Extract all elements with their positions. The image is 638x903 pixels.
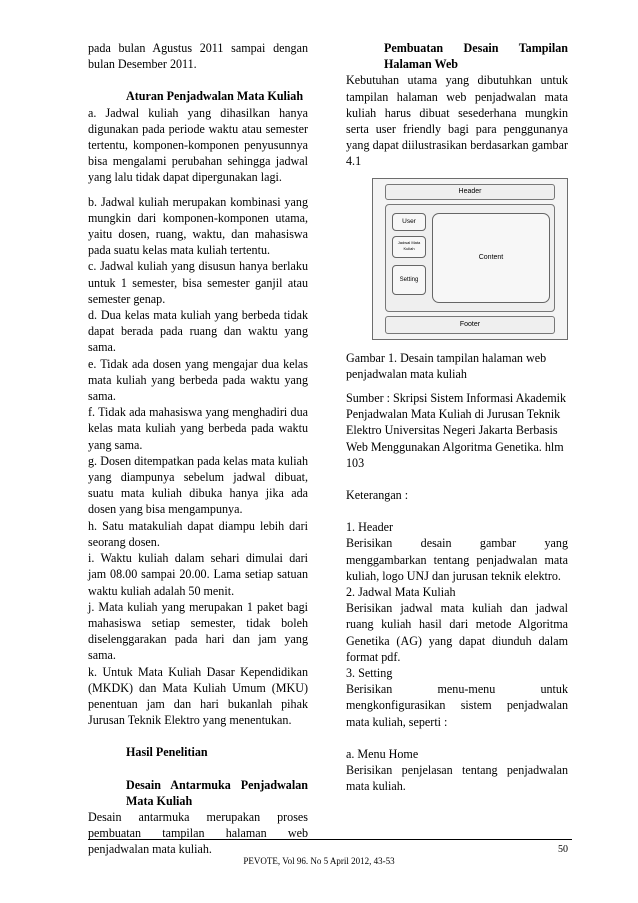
rule-b: b. Jadwal kuliah merupakan kombinasi yang mungkin dari komponen-komponen utama, yaitu dosen, ruang, waktu, dan mahasiswa pada suatu kelas mata kuliah tertentu. [88, 194, 308, 258]
footer-rule [88, 839, 572, 840]
rule-c: c. Jadwal kuliah yang disusun hanya berlaku untuk 1 semester, bisa semester ganjil atau semester genap. [88, 259, 308, 306]
item-3-title: 3. Setting [346, 666, 393, 681]
figure-user-box: User [392, 213, 426, 231]
figure-header-box: Header [385, 184, 555, 200]
figure-setting-box: Setting [392, 265, 426, 295]
item-1-text: Berisikan desain gambar yang menggambarkan tentang penjadwalan mata kuliah, logo UNJ dan jurusan teknik elektro. [346, 536, 568, 583]
rule-f: f. Tidak ada mahasiswa yang menghadiri dua kelas mata kuliah yang berbeda pada waktu yang sama. [88, 405, 308, 452]
web-layout-figure [372, 178, 568, 340]
section-heading-pembuatan: Pembuatan Desain Tampilan Halaman Web [384, 41, 568, 72]
rule-a: a. Jadwal kuliah yang dihasilkan hanya digunakan pada periode waktu atau semester tertentu, komponen-komponen penyusunnya bisa mengalami perubahan sehingga jadwal yang lalu tidak dapat dipergunakan lagi. [88, 105, 308, 185]
rule-h: h. Satu matakuliah dapat diampu lebih dari seorang dosen. [88, 518, 308, 549]
rule-i: i. Waktu kuliah dalam sehari dimulai dari jam 08.00 sampai 20.00. Lama setiap satuan waktu kuliah adalah 50 menit. [88, 551, 308, 598]
kebutuhan-paragraph: Kebutuhan utama yang dibutuhkan untuk tampilan halaman web penjadwalan mata kuliah harus dibuat sesederhana mungkin serta user friendly bagi para penggunanya yang dapat diilustrasikan berdasarkan gambar 4.1 [346, 73, 568, 169]
right-column [346, 40, 568, 795]
figure-body-box [385, 204, 555, 312]
item-a-title: a. Menu Home [346, 746, 419, 761]
section-heading-hasil: Hasil Penelitian [126, 745, 208, 760]
page-number: 50 [558, 844, 568, 855]
item-1-title: 1. Header [346, 520, 394, 535]
item-3-text: Berisikan menu-menu untuk mengkonfigurasikan sistem penjadwalan mata kuliah, seperti : [346, 682, 568, 729]
rule-j: j. Mata kuliah yang merupakan 1 paket bagi mahasiswa setiap semester, tidak boleh diselenggarakan pada hari dan jam yang sama. [88, 599, 308, 663]
rule-d: d. Dua kelas mata kuliah yang berbeda tidak dapat berada pada ruang dan waktu yang sama. [88, 308, 308, 355]
figure-content-box: Content [432, 213, 550, 303]
section-heading-aturan: Aturan Penjadwalan Mata Kuliah [126, 89, 304, 104]
rule-g: g. Dosen ditempatkan pada kelas mata kuliah yang diampunya sebelum jadwal dibuat, suatu mata kuliah dibuka hanya jika ada dosen yang bisa mengampunya. [88, 453, 308, 517]
item-a-text: Berisikan penjelasan tentang penjadwalan mata kuliah. [346, 763, 568, 794]
desain-paragraph: Desain antarmuka merupakan proses pembuatan tampilan halaman web penjadwalan mata kuliah. [88, 809, 308, 857]
figure-footer-box: Footer [385, 316, 555, 334]
rule-e: e. Tidak ada dosen yang mengajar dua kelas mata kuliah yang berbeda pada waktu yang sama. [88, 356, 308, 404]
section-heading-desain: Desain Antarmuka Penjadwalan Mata Kuliah [126, 777, 308, 808]
figure-source: Sumber : Skripsi Sistem Informasi Akademik Penjadwalan Mata Kuliah di Jurusan Teknik Elektro Universitas Negeri Jakarta Berbasis Web Menggunakan Algoritma Genetika. hlm 103 [346, 391, 567, 470]
figure-caption: Gambar 1. Desain tampilan halaman web penjadwalan mata kuliah [346, 350, 547, 381]
keterangan-label: Keterangan : [346, 488, 409, 503]
rule-k: k. Untuk Mata Kuliah Dasar Kependidikan (MKDK) dan Mata Kuliah Umum (MKU) penentuan jam dan hari bukanlah pihak Jurusan Teknik Elektro yang menentukan. [88, 664, 308, 728]
intro-paragraph: pada bulan Agustus 2011 sampai dengan bulan Desember 2011. [88, 41, 308, 72]
item-2-title: 2. Jadwal Mata Kuliah [346, 585, 456, 600]
figure-jadwal-box: Jadwal Mata Kuliah [392, 236, 426, 258]
journal-citation: PEVOTE, Vol 96. No 5 April 2012, 43-53 [243, 856, 395, 866]
item-2-text: Berisikan jadwal mata kuliah dan jadwal ruang kuliah hasil dari metode Algoritma Genetika (AG) yang dapat diunduh dalam format pdf. [346, 601, 568, 664]
left-column [88, 40, 308, 858]
